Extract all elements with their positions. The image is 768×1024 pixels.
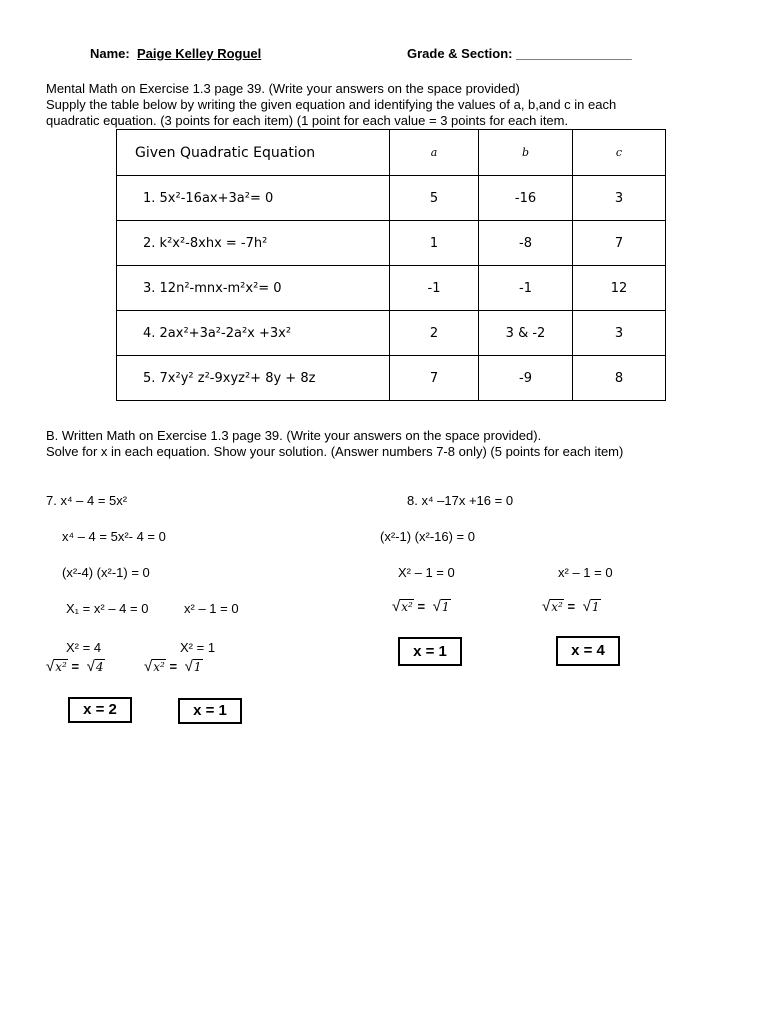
header-equation: Given Quadratic Equation <box>117 130 390 176</box>
table-row <box>117 311 666 356</box>
section-a-line1: Mental Math on Exercise 1.3 page 39. (Write your answers on the space provided) <box>46 81 520 96</box>
problem7-step1: x⁴ – 4 = 5x²- 4 = 0 <box>62 529 166 544</box>
value-b-cell: -8 <box>479 221 573 266</box>
problem7-step3a: X₁ = x² – 4 = 0 <box>66 601 149 616</box>
value-c-cell: 3 <box>573 311 666 356</box>
grade-section-field: Grade & Section: ________________ <box>407 46 632 61</box>
equation-cell: 5. 7x²y² z²-9xyz²+ 8y + 8z <box>117 356 390 401</box>
problem7-answer-a: x = 2 <box>68 697 132 723</box>
value-a-cell: 2 <box>390 311 479 356</box>
problem8-answer-a: x = 1 <box>398 637 462 666</box>
table-header-row <box>117 130 666 176</box>
table-row <box>117 356 666 401</box>
name-label: Name: <box>90 46 130 61</box>
value-a-cell: 5 <box>390 176 479 221</box>
section-b-line2: Solve for x in each equation. Show your solution. (Answer numbers 7-8 only) (5 points for each item) <box>46 444 624 459</box>
table-row <box>117 176 666 221</box>
value-b-cell: 3 & -2 <box>479 311 573 356</box>
quadratic-table <box>116 129 666 401</box>
equation-cell: 2. k²x²-8xhx = -7h² <box>117 221 390 266</box>
section-a-line2: Supply the table below by writing the given equation and identifying the values of a, b,and c in each <box>46 97 617 112</box>
equation-cell: 1. 5x²-16ax+3a²= 0 <box>117 176 390 221</box>
problem7-step4b: X² = 1 <box>180 640 216 655</box>
value-b-cell: -9 <box>479 356 573 401</box>
equation-cell: 3. 12n²-mnx-m²x²= 0 <box>117 266 390 311</box>
problem7-root-b: √x² = √1 <box>144 658 202 675</box>
table-row <box>117 221 666 266</box>
value-c-cell: 7 <box>573 221 666 266</box>
value-c-cell: 12 <box>573 266 666 311</box>
problem8-step2b: x² – 1 = 0 <box>558 565 613 580</box>
value-c-cell: 8 <box>573 356 666 401</box>
problem8-root-a: √x² = √1 <box>392 598 450 615</box>
value-a-cell: -1 <box>390 266 479 311</box>
value-b-cell: -1 <box>479 266 573 311</box>
problem8-step2a: X² – 1 = 0 <box>398 565 455 580</box>
value-b-cell: -16 <box>479 176 573 221</box>
student-name: Paige Kelley Roguel <box>137 46 262 61</box>
problem7-title: 7. x⁴ – 4 = 5x² <box>46 493 128 508</box>
problem8-root-b: √x² = √1 <box>542 598 600 615</box>
header-b: b <box>479 130 573 176</box>
section-a-line3: quadratic equation. (3 points for each item) (1 point for each value = 3 points for each item. <box>46 113 569 128</box>
problem7-root-a: √x² = √4 <box>46 658 104 675</box>
problem7-answer-b: x = 1 <box>178 698 242 724</box>
problem7-step3b: x² – 1 = 0 <box>184 601 239 616</box>
problem7-step4a: X² = 4 <box>66 640 102 655</box>
value-a-cell: 1 <box>390 221 479 266</box>
header-c: c <box>573 130 666 176</box>
problem8-title: 8. x⁴ –17x +16 = 0 <box>407 493 514 508</box>
header-a: a <box>390 130 479 176</box>
problem7-step2: (x²-4) (x²-1) = 0 <box>62 565 150 580</box>
equation-cell: 4. 2ax²+3a²-2a²x +3x² <box>117 311 390 356</box>
table-row <box>117 266 666 311</box>
value-a-cell: 7 <box>390 356 479 401</box>
problem8-step1: (x²-1) (x²-16) = 0 <box>380 529 475 544</box>
value-c-cell: 3 <box>573 176 666 221</box>
problem8-answer-b: x = 4 <box>556 636 620 666</box>
section-b-line1: B. Written Math on Exercise 1.3 page 39. (Write your answers on the space provided). <box>46 428 542 443</box>
